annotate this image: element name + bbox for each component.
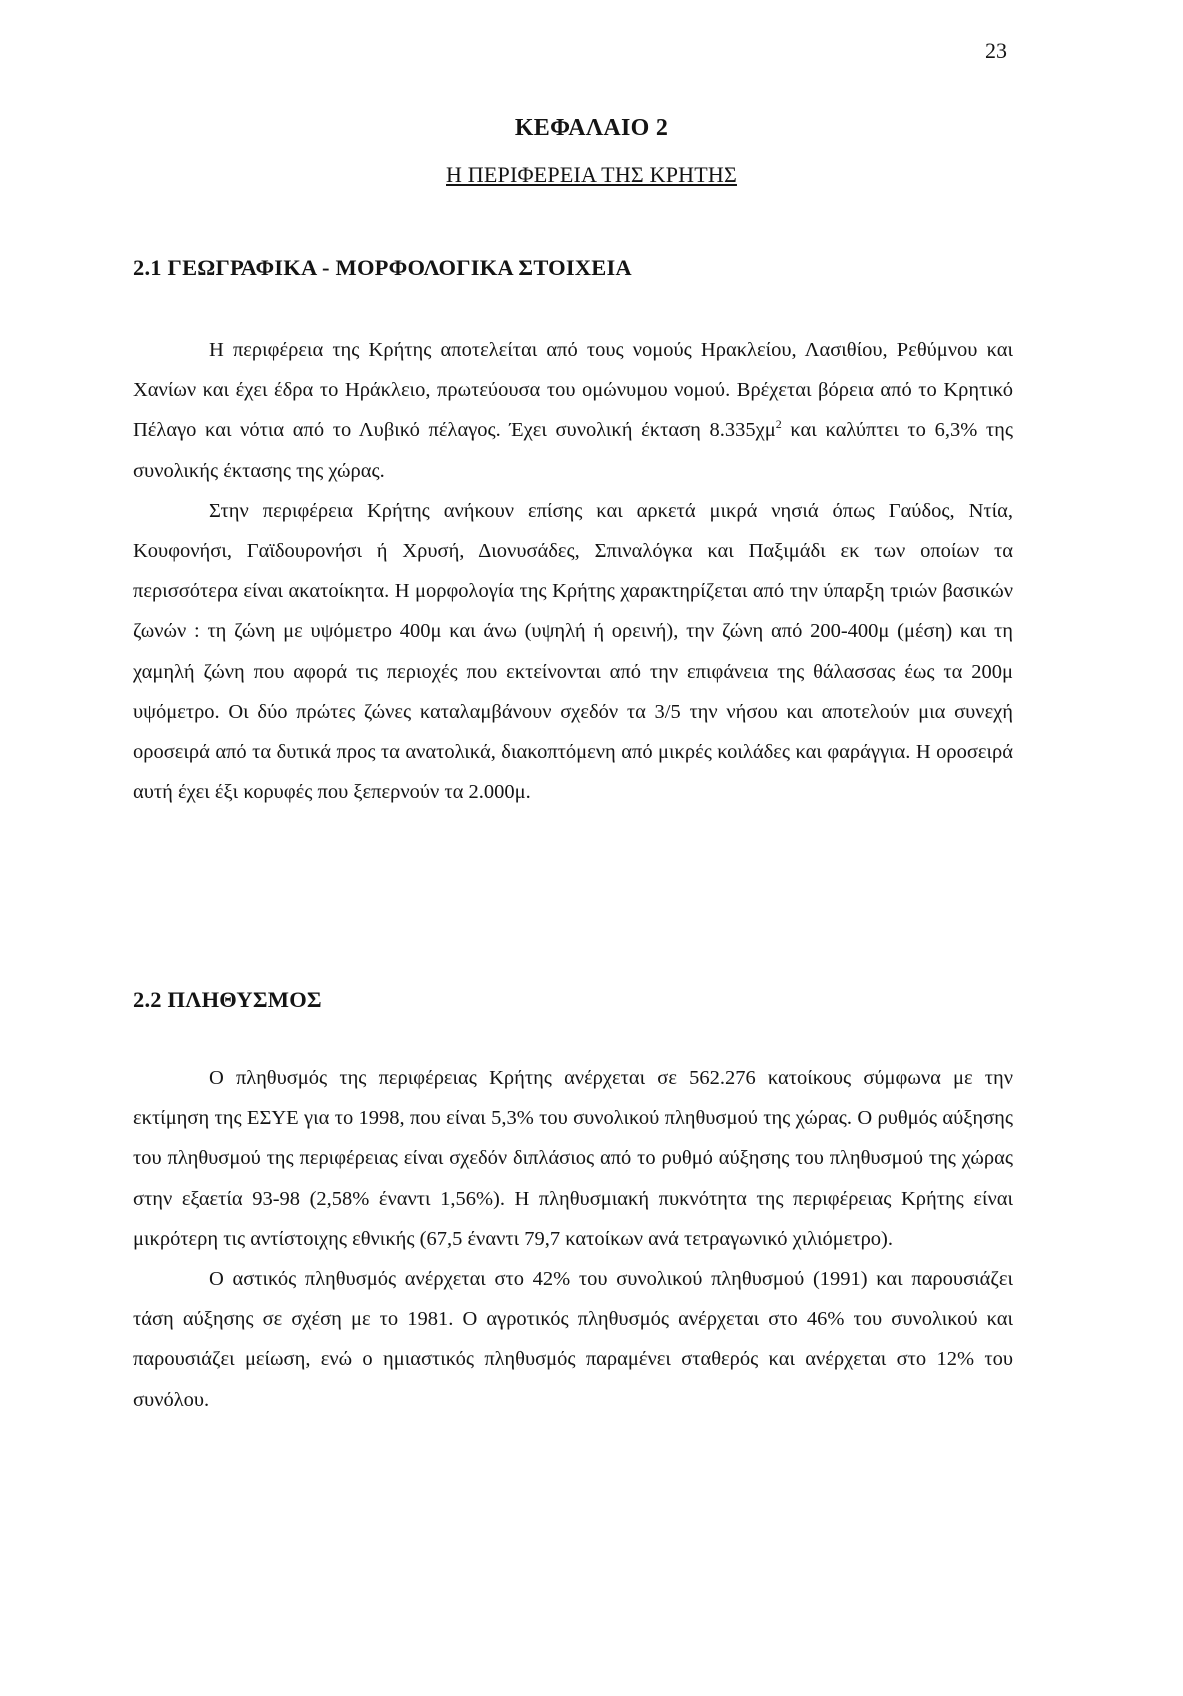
section-body-geography [133, 330, 1013, 812]
page-number: 23 [985, 38, 1007, 63]
paragraph-text: Η περιφέρεια της Κρήτης αποτελείται από τους νομούς Ηρακλείου, Λασιθίου, Ρεθύμνου και Χανίων και έχει έδρα το Ηράκλειο, πρωτεύουσα του ομώνυμου νομού. Βρέχεται βόρεια από το Κρητικό Πέλαγο και νότια από το Λυβικό πέλαγος. Έχει συνολική έκταση 8.335χμ [133, 339, 1013, 442]
chapter-title: ΚΕΦΑΛΑΙΟ 2 [514, 115, 669, 141]
superscript: 2 [775, 417, 782, 432]
section-body-population [133, 1058, 1013, 1420]
chapter-subtitle: Η ΠΕΡΙΦΕΡΕΙΑ ΤΗΣ ΚΡΗΤΗΣ [446, 162, 737, 187]
section-heading-geography: 2.1 ΓΕΩΓΡΑΦΙΚΑ - ΜΟΡΦΟΛΟΓΙΚΑ ΣΤΟΙΧΕΙΑ [133, 255, 632, 280]
paragraph-text: και καλύπτει το 6,3% της συνολικής έκτασης της χώρας. [133, 419, 1014, 482]
paragraph-region-overview [133, 330, 1013, 491]
section-heading-population: 2.2 ΠΛΗΘΥΣΜΟΣ [133, 987, 322, 1012]
paragraph-population-urban-rural: Ο αστικός πληθυσμός ανέρχεται στο 42% του συνολικού πληθυσμού (1991) και παρουσιάζει τάση αύξησης σε σχέση με το 1981. Ο αγροτικός πληθυσμός ανέρχεται στο 46% του συνολικού και παρουσιάζει μείωση, ενώ ο ημιαστικός πληθυσμός παραμένει σταθερός και ανέρχεται στο 12% του συνόλου. [133, 1268, 1013, 1411]
paragraph-islands-morphology: Στην περιφέρεια Κρήτης ανήκουν επίσης και αρκετά μικρά νησιά όπως Γαύδος, Ντία, Κουφονήσι, Γαϊδουρονήσι ή Χρυσή, Διονυσάδες, Σπιναλόγκα και Παξιμάδι εκ των οποίων τα περισσότερα είναι ακατοίκητα. Η μορφολογία της Κρήτης χαρακτηρίζεται από την ύπαρξη τριών βασικών ζωνών : τη ζώνη με υψόμετρο 400μ και άνω (υψηλή ή ορεινή), την ζώνη από 200-400μ (μέση) και τη χαμηλή ζώνη που αφορά τις περιοχές που εκτείνονται από την επιφάνεια της θάλασσας έως τα 200μ υψόμετρο. Οι δύο πρώτες ζώνες καταλαμβάνουν σχεδόν τα 3/5 την νήσου και αποτελούν μια συνεχή οροσειρά από τα δυτικά προς τα ανατολικά, διακοπτόμενη από μικρές κοιλάδες και φαράγγια. Η οροσειρά αυτή έχει έξι κορυφές που ξεπερνούν τα 2.000μ. [133, 499, 1013, 804]
paragraph-population-total: Ο πληθυσμός της περιφέρειας Κρήτης ανέρχεται σε 562.276 κατοίκους σύμφωνα με την εκτίμηση της ΕΣΥΕ για το 1998, που είναι 5,3% του συνολικού πληθυσμού της χώρας. Ο ρυθμός αύξησης του πληθυσμού της περιφέρειας είναι σχεδόν διπλάσιος από το ρυθμό αύξησης του πληθυσμού της χώρας στην εξαετία 93-98 (2,58% έναντι 1,56%). Η πληθυσμιακή πυκνότητα της περιφέρειας Κρήτης είναι μικρότερη τις αντίστοιχης εθνικής (67,5 έναντι 79,7 κατοίκων ανά τετραγωνικό χιλιόμετρο). [133, 1067, 1013, 1250]
